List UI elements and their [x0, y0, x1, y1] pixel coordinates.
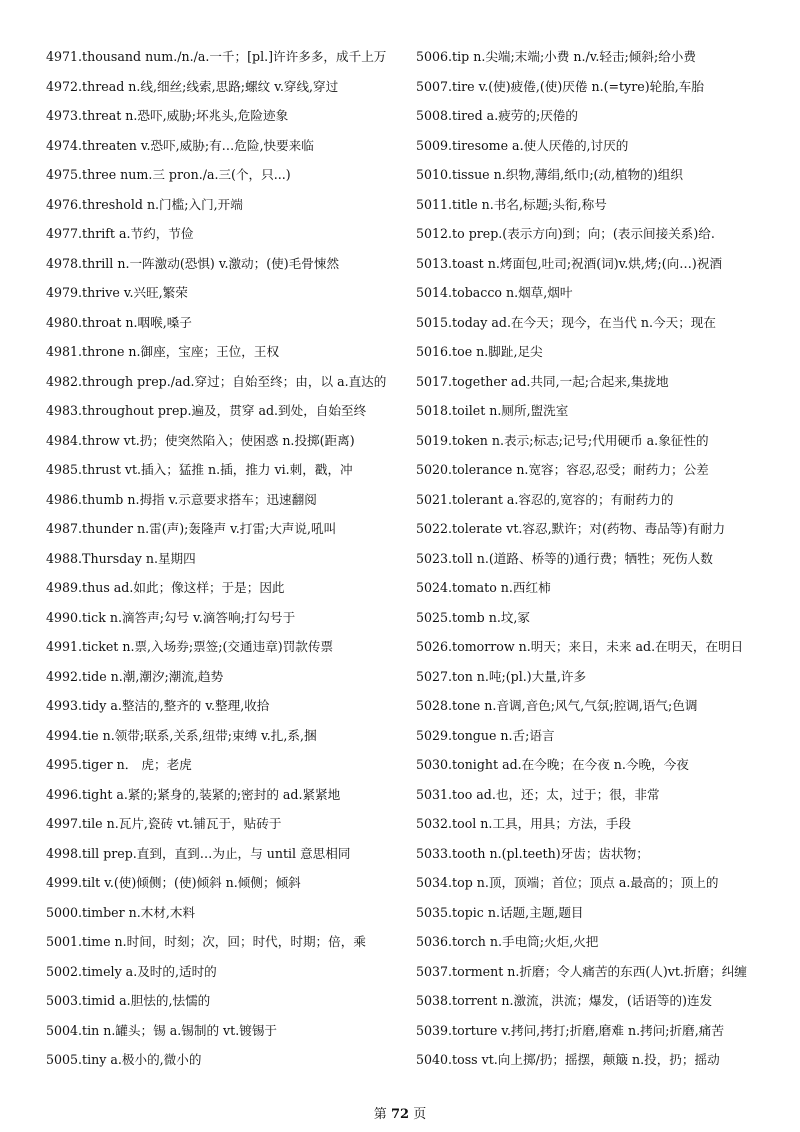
vocab-entry: 5031.too ad.也，还；太，过于；很，非常	[416, 786, 660, 802]
vocab-entry: 4996.tight a.紧的;紧身的,装紧的;密封的 ad.紧紧地	[46, 786, 341, 802]
vocab-entry: 5029.tongue n.舌;语言	[416, 727, 555, 743]
vocab-entry: 4971.thousand num./n./a.一千；[pl.]许许多多，成千上万	[46, 49, 387, 64]
vocab-entry: 5005.tiny a.极小的,微小的	[46, 1052, 202, 1067]
vocab-entry: 5013.toast n.烤面包,吐司;祝酒(词)v.烘,烤;(向…)祝酒	[416, 255, 722, 271]
vocab-entry: 4973.threat n.恐吓,威胁;坏兆头,危险迹象	[46, 108, 289, 123]
vocab-entry: 5009.tiresome a.使人厌倦的,讨厌的	[416, 137, 629, 153]
vocab-entry: 5039.torture v.拷问,拷打;折磨,磨难 n.拷问;折磨,痛苦	[416, 1022, 724, 1038]
vocab-entry: 5033.tooth n.(pl.teeth)牙齿；齿状物；	[416, 845, 649, 861]
vocab-entry: 4989.thus ad.如此；像这样；于是；因此	[46, 580, 285, 595]
vocab-entry: 5017.together ad.共同,一起;合起来,集拢地	[416, 373, 669, 389]
vocab-entry: 5007.tire v.(使)疲倦,(使)厌倦 n.(=tyre)轮胎,车胎	[416, 78, 704, 94]
vocab-entry: 5018.toilet n.厕所,盥洗室	[416, 403, 569, 418]
vocab-entry: 5023.toll n.(道路、桥等的)通行费；牺牲；死伤人数	[416, 550, 713, 566]
vocab-entry: 4997.tile n.瓦片,瓷砖 vt.铺瓦于，贴砖于	[46, 816, 282, 831]
vocab-entry: 4998.till prep.直到，直到…为止，与 until 意思相同	[46, 845, 351, 861]
vocab-entry: 5024.tomato n.西红柿	[416, 580, 551, 595]
vocab-entry: 4978.thrill n.一阵激动(恐惧) v.激动；(使)毛骨悚然	[46, 255, 340, 271]
vocab-entry: 5012.to prep.(表示方向)到；向；(表示间接关系)给.	[416, 226, 715, 241]
vocab-entry: 5034.top n.顶，顶端；首位；顶点 a.最高的；顶上的	[416, 875, 719, 890]
page-footer	[0, 1103, 800, 1122]
vocab-entry: 4999.tilt v.(使)倾侧；(使)倾斜 n.倾侧；倾斜	[46, 875, 301, 890]
vocab-entry: 5011.title n.书名,标题;头衔,称号	[416, 196, 607, 212]
vocab-entry: 5021.tolerant a.容忍的,宽容的；有耐药力的	[416, 491, 674, 507]
vocab-entry: 5030.tonight ad.在今晚；在今夜 n.今晚，今夜	[416, 757, 689, 772]
left-column	[46, 42, 402, 1075]
vocab-entry: 4987.thunder n.雷(声);轰隆声 v.打雷;大声说,吼叫	[46, 521, 337, 536]
vocab-entry: 5027.ton n.吨;(pl.)大量,许多	[416, 668, 587, 684]
vocab-entry: 4982.through prep./ad.穿过；自始至终；由，以 a.直达的	[46, 373, 387, 389]
vocab-entry: 5040.toss vt.向上掷/扔；摇摆，颠簸 n.投，扔；摇动	[416, 1052, 720, 1067]
vocab-entry: 5028.tone n.音调,音色;风气,气氛;腔调,语气;色调	[416, 698, 698, 713]
vocab-entry: 5020.tolerance n.宽容；容忍,忍受；耐药力；公差	[416, 462, 709, 477]
vocab-entry: 4994.tie n.领带;联系,关系,纽带;束缚 v.扎,系,捆	[46, 727, 317, 743]
vocab-entry: 5022.tolerate vt.容忍,默许；对(药物、毒品等)有耐力	[416, 521, 726, 536]
vocab-entry: 4975.three num.三 pron./a.三(个，只...)	[46, 167, 291, 182]
vocab-entry: 5014.tobacco n.烟草,烟叶	[416, 285, 573, 300]
vocab-entry: 4983.throughout prep.遍及，贯穿 ad.到处，自始至终	[46, 403, 367, 418]
vocab-entry: 4992.tide n.潮,潮汐;潮流,趋势	[46, 668, 224, 684]
vocab-entry: 4980.throat n.咽喉,嗓子	[46, 314, 192, 330]
vocab-entry: 5008.tired a.疲劳的;厌倦的	[416, 108, 578, 123]
vocab-entry: 4984.throw vt.扔；使突然陷入；使困惑 n.投掷(距离)	[46, 432, 355, 448]
vocab-entry: 4986.thumb n.拇指 v.示意要求搭车；迅速翻阅	[46, 491, 317, 507]
vocab-entry: 4972.thread n.线,细丝;线索,思路;螺纹 v.穿线,穿过	[46, 78, 339, 94]
vocab-entry: 5002.timely a.及时的,适时的	[46, 963, 217, 979]
vocab-entry: 5036.torch n.手电筒;火炬,火把	[416, 934, 599, 949]
vocab-entry: 4991.ticket n.票,入场券;票签;(交通违章)罚款传票	[46, 639, 334, 654]
vocab-entry: 4976.threshold n.门槛;入门,开端	[46, 196, 243, 212]
vocab-entry: 5015.today ad.在今天；现今，在当代 n.今天；现在	[416, 314, 716, 330]
vocab-entry: 4974.threaten v.恐吓,威胁;有…危险,快要来临	[46, 137, 314, 153]
vocab-entry: 5000.timber n.木材,木料	[46, 904, 196, 920]
vocab-entry: 4988.Thursday n.星期四	[46, 550, 196, 566]
vocab-entry: 4979.thrive v.兴旺,繁荣	[46, 285, 188, 300]
vocab-entry: 5003.timid a.胆怯的,怯懦的	[46, 993, 211, 1008]
vocab-entry: 4985.thrust vt.插入；猛推 n.插，推力 vi.刺，戳，冲	[46, 462, 353, 477]
page-number: 72	[390, 1107, 410, 1122]
vocab-entry: 4990.tick n.滴答声;勾号 v.滴答响;打勾号于	[46, 609, 296, 625]
vocab-entry: 5025.tomb n.坟,冢	[416, 609, 531, 625]
vocab-entry: 5006.tip n.尖端;末端;小费 n./v.轻击;倾斜;给小费	[416, 49, 696, 64]
vocab-entry: 5038.torrent n.激流，洪流；爆发，(话语等的)连发	[416, 993, 713, 1008]
vocab-entry: 5026.tomorrow n.明天；来日，未来 ad.在明天，在明日	[416, 639, 744, 654]
vocab-entry: 4995.tiger n． 虎；老虎	[46, 757, 192, 772]
vocab-entry: 5019.token n.表示;标志;记号;代用硬币 a.象征性的	[416, 432, 709, 448]
right-column	[416, 42, 786, 1075]
vocab-entry: 5010.tissue n.织物,薄绢,纸巾;(动,植物的)组织	[416, 167, 683, 182]
vocab-entry: 4993.tidy a.整洁的,整齐的 v.整理,收拾	[46, 698, 270, 713]
vocab-entry: 5032.tool n.工具，用具；方法，手段	[416, 816, 631, 831]
footer-prefix: 第	[373, 1107, 387, 1122]
vocab-entry: 5035.topic n.话题,主题,题目	[416, 904, 584, 920]
vocab-entry: 4977.thrift a.节约，节俭	[46, 226, 194, 241]
vocab-entry: 4981.throne n.御座，宝座；王位，王权	[46, 344, 280, 359]
footer-suffix: 页	[413, 1107, 427, 1122]
vocab-entry: 5001.time n.时间，时刻；次，回；时代，时期；倍，乘	[46, 934, 366, 949]
vocab-entry: 5016.toe n.脚趾,足尖	[416, 344, 543, 359]
vocab-entry: 5004.tin n.罐头；锡 a.锡制的 vt.镀锡于	[46, 1022, 278, 1038]
vocab-entry: 5037.torment n.折磨；令人痛苦的东西(人)vt.折磨；纠缠	[416, 963, 747, 979]
